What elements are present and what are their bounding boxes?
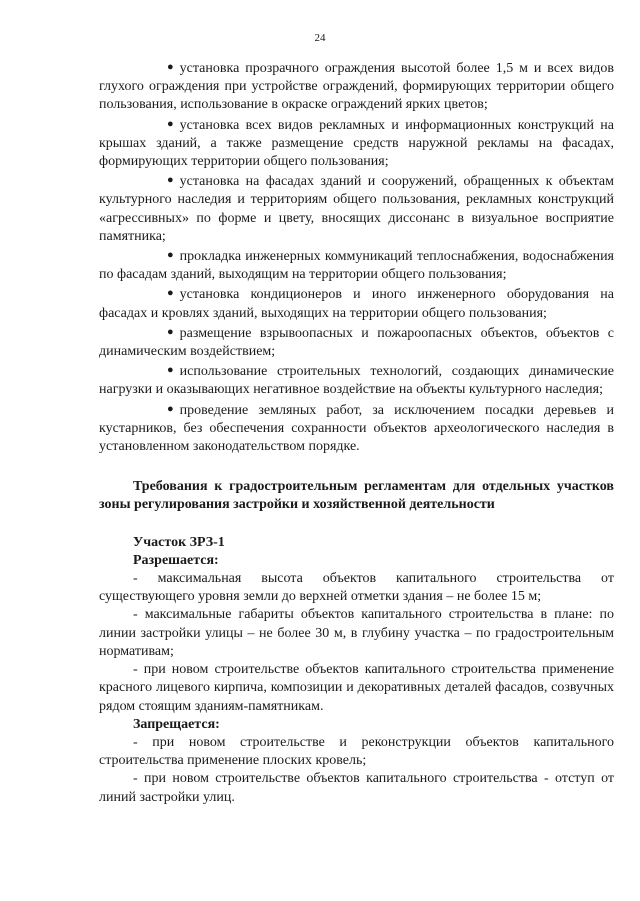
section-heading: Требования к градостроительным регламентам для отдельных участков зоны регулирования застройки и хозяйственной деятельности [99, 479, 614, 513]
bullet-icon: ● [167, 364, 174, 377]
bullet-item: ● проведение земляных работ, за исключением посадки деревьев и кустарников, без обеспечения сохранности объектов археологического наследия в установленном законодательством порядке. [99, 400, 614, 457]
bullet-item: ● установка прозрачного ограждения высотой более 1,5 м и всех видов глухого ограждения при устройстве ограждений, формирующих территории общего пользования, использование в окраске ограждений ярких цветов; [99, 58, 614, 115]
bullet-item: ● прокладка инженерных коммуникаций теплоснабжения, водоснабжения по фасадам зданий, выходящим на территории общего пользования; [99, 246, 614, 284]
document-body [99, 58, 614, 807]
page-number: 24 [314, 32, 326, 44]
bullet-icon: ● [167, 325, 174, 338]
bullet-icon: ● [167, 117, 174, 130]
allowed-item: - максимальная высота объектов капитального строительства от существующего уровня земли до верхней отметки здания – не более 15 м; [99, 571, 614, 605]
allowed-item: - при новом строительстве объектов капитального строительства применение красного лицевого кирпича, композиции и декоративных деталей фасадов, созвучных рядом стоящим зданиям-памятникам. [99, 662, 614, 714]
allowed-item: - максимальные габариты объектов капитального строительства в плане: по линии застройки улицы – не более 30 м, в глубину участка – по градостроительным нормативам; [99, 607, 614, 659]
forbidden-label: Запрещается: [133, 716, 220, 732]
bullet-item: ● размещение взрывоопасных и пожароопасных объектов, объектов с динамическим воздействием; [99, 323, 614, 361]
bullet-icon: ● [167, 402, 174, 415]
bullet-item: ● установка на фасадах зданий и сооружений, обращенных к объектам культурного наследия и территориям общего пользования, рекламных конструкций «агрессивных» по форме и цвету, вносящих диссонанс в визуальное восприятие памятника; [99, 171, 614, 246]
forbidden-item: - при новом строительстве и реконструкции объектов капитального строительства применение плоских кровель; [99, 734, 614, 769]
bullet-icon: ● [167, 249, 174, 262]
bullet-item: ● использование строительных технологий, создающих динамические нагрузки и оказывающих негативное воздействие на объекты культурного наследия; [99, 361, 614, 399]
bullet-icon: ● [167, 61, 174, 73]
bullet-item: ● установка кондиционеров и иного инженерного оборудования на фасадах и кровлях зданий, выходящих на территории общего пользования; [99, 284, 614, 322]
plot-title: Участок ЗРЗ-1 [133, 534, 225, 550]
bullet-icon: ● [167, 287, 174, 300]
bullet-icon: ● [167, 174, 174, 187]
bullet-item: ● установка всех видов рекламных и информационных конструкций на крышах зданий, а также размещение средств наружной рекламы на фасадах, формирующих территории общего пользования; [99, 115, 614, 172]
forbidden-item: - при новом строительстве объектов капитального строительства - отступ от линий застройки улиц. [99, 771, 614, 805]
allowed-label: Разрешается: [133, 552, 219, 568]
